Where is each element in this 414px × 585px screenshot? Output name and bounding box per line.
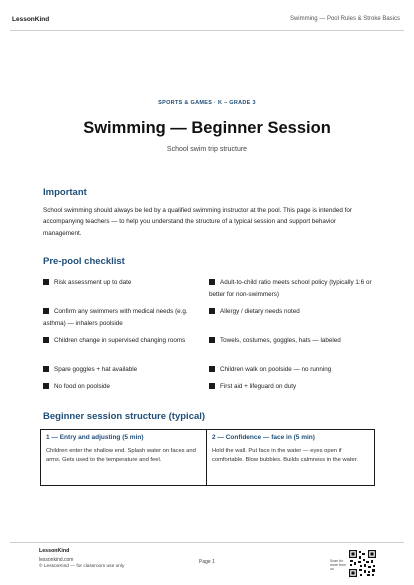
checklist-item: Spare goggles + hat available [43,364,203,376]
brand-name: LessonKind [12,16,50,23]
checkbox-square-icon [43,366,49,372]
document-title: Swimming — Pool Rules & Stroke Basics [289,16,400,22]
step-title: 1 — Entry and adjusting (5 min) [46,434,144,441]
session-step [207,430,374,485]
checkbox-square-icon [43,383,49,389]
footer-brand: LessonKind [39,548,70,554]
checklist-item: No food on poolside [43,381,203,393]
checkbox-square-icon [209,337,215,343]
checklist-item: First aid + lifeguard on duty [209,381,374,393]
checkbox-square-icon [209,383,215,389]
session-step [41,430,207,485]
category-eyebrow: SPORTS & GAMES · K – GRADE 3 [158,100,256,106]
checklist-item: Adult-to-child ratio meets school policy (typically 1:6 or better for non-swimmers) [209,279,372,298]
important-text: School swimming should always be led by a qualified swimming instructor at the pool. This page is intended for accompanying teachers — to help you understand the structure of a typical session and support behavior management. [43,207,352,237]
checklist-item: Towels, costumes, goggles, hats — labeled [209,335,374,347]
header-divider [10,30,404,31]
checklist-item: Children walk on poolside — no running [209,364,374,376]
qr-code-icon [349,550,376,577]
page-title: Swimming — Beginner Session [83,119,331,137]
checklist-item: Allergy / dietary needs noted [209,306,374,318]
checklist-item: Confirm any swimmers with medical needs (e.g. asthma) — inhalers poolside [43,308,188,327]
session-heading: Beginner session structure (typical) [43,411,206,422]
checkbox-square-icon [209,308,215,314]
step-title: 2 — Confidence — face in (5 min) [212,434,315,441]
important-heading: Important [43,187,87,198]
checkbox-square-icon [43,308,49,314]
checklist-heading: Pre-pool checklist [43,256,125,267]
step-description: Hold the wall. Put face in the water — eyes open if comfortable. Blow bubbles. Builds calmness in the water. [212,448,358,463]
page-number: Page 1 [199,559,215,565]
checkbox-square-icon [43,279,49,285]
footer-website: lessonkind.com [39,557,74,563]
checkbox-square-icon [209,279,215,285]
page-header [0,0,414,36]
page-subtitle: School swim trip structure [166,146,248,153]
checklist-item: Children change in supervised changing rooms [43,335,203,347]
footer-copyright: © LessonKind — for classroom use only [39,564,125,569]
checklist-item: Risk assessment up to date [43,277,203,289]
checkbox-square-icon [43,337,49,343]
qr-caption: Scan for more from us [330,559,346,571]
session-structure-table [40,429,375,486]
checkbox-square-icon [209,366,215,372]
step-description: Children enter the shallow end. Splash water on faces and arms. Gets used to the temperature and feel. [46,448,196,463]
footer-divider [10,542,404,543]
